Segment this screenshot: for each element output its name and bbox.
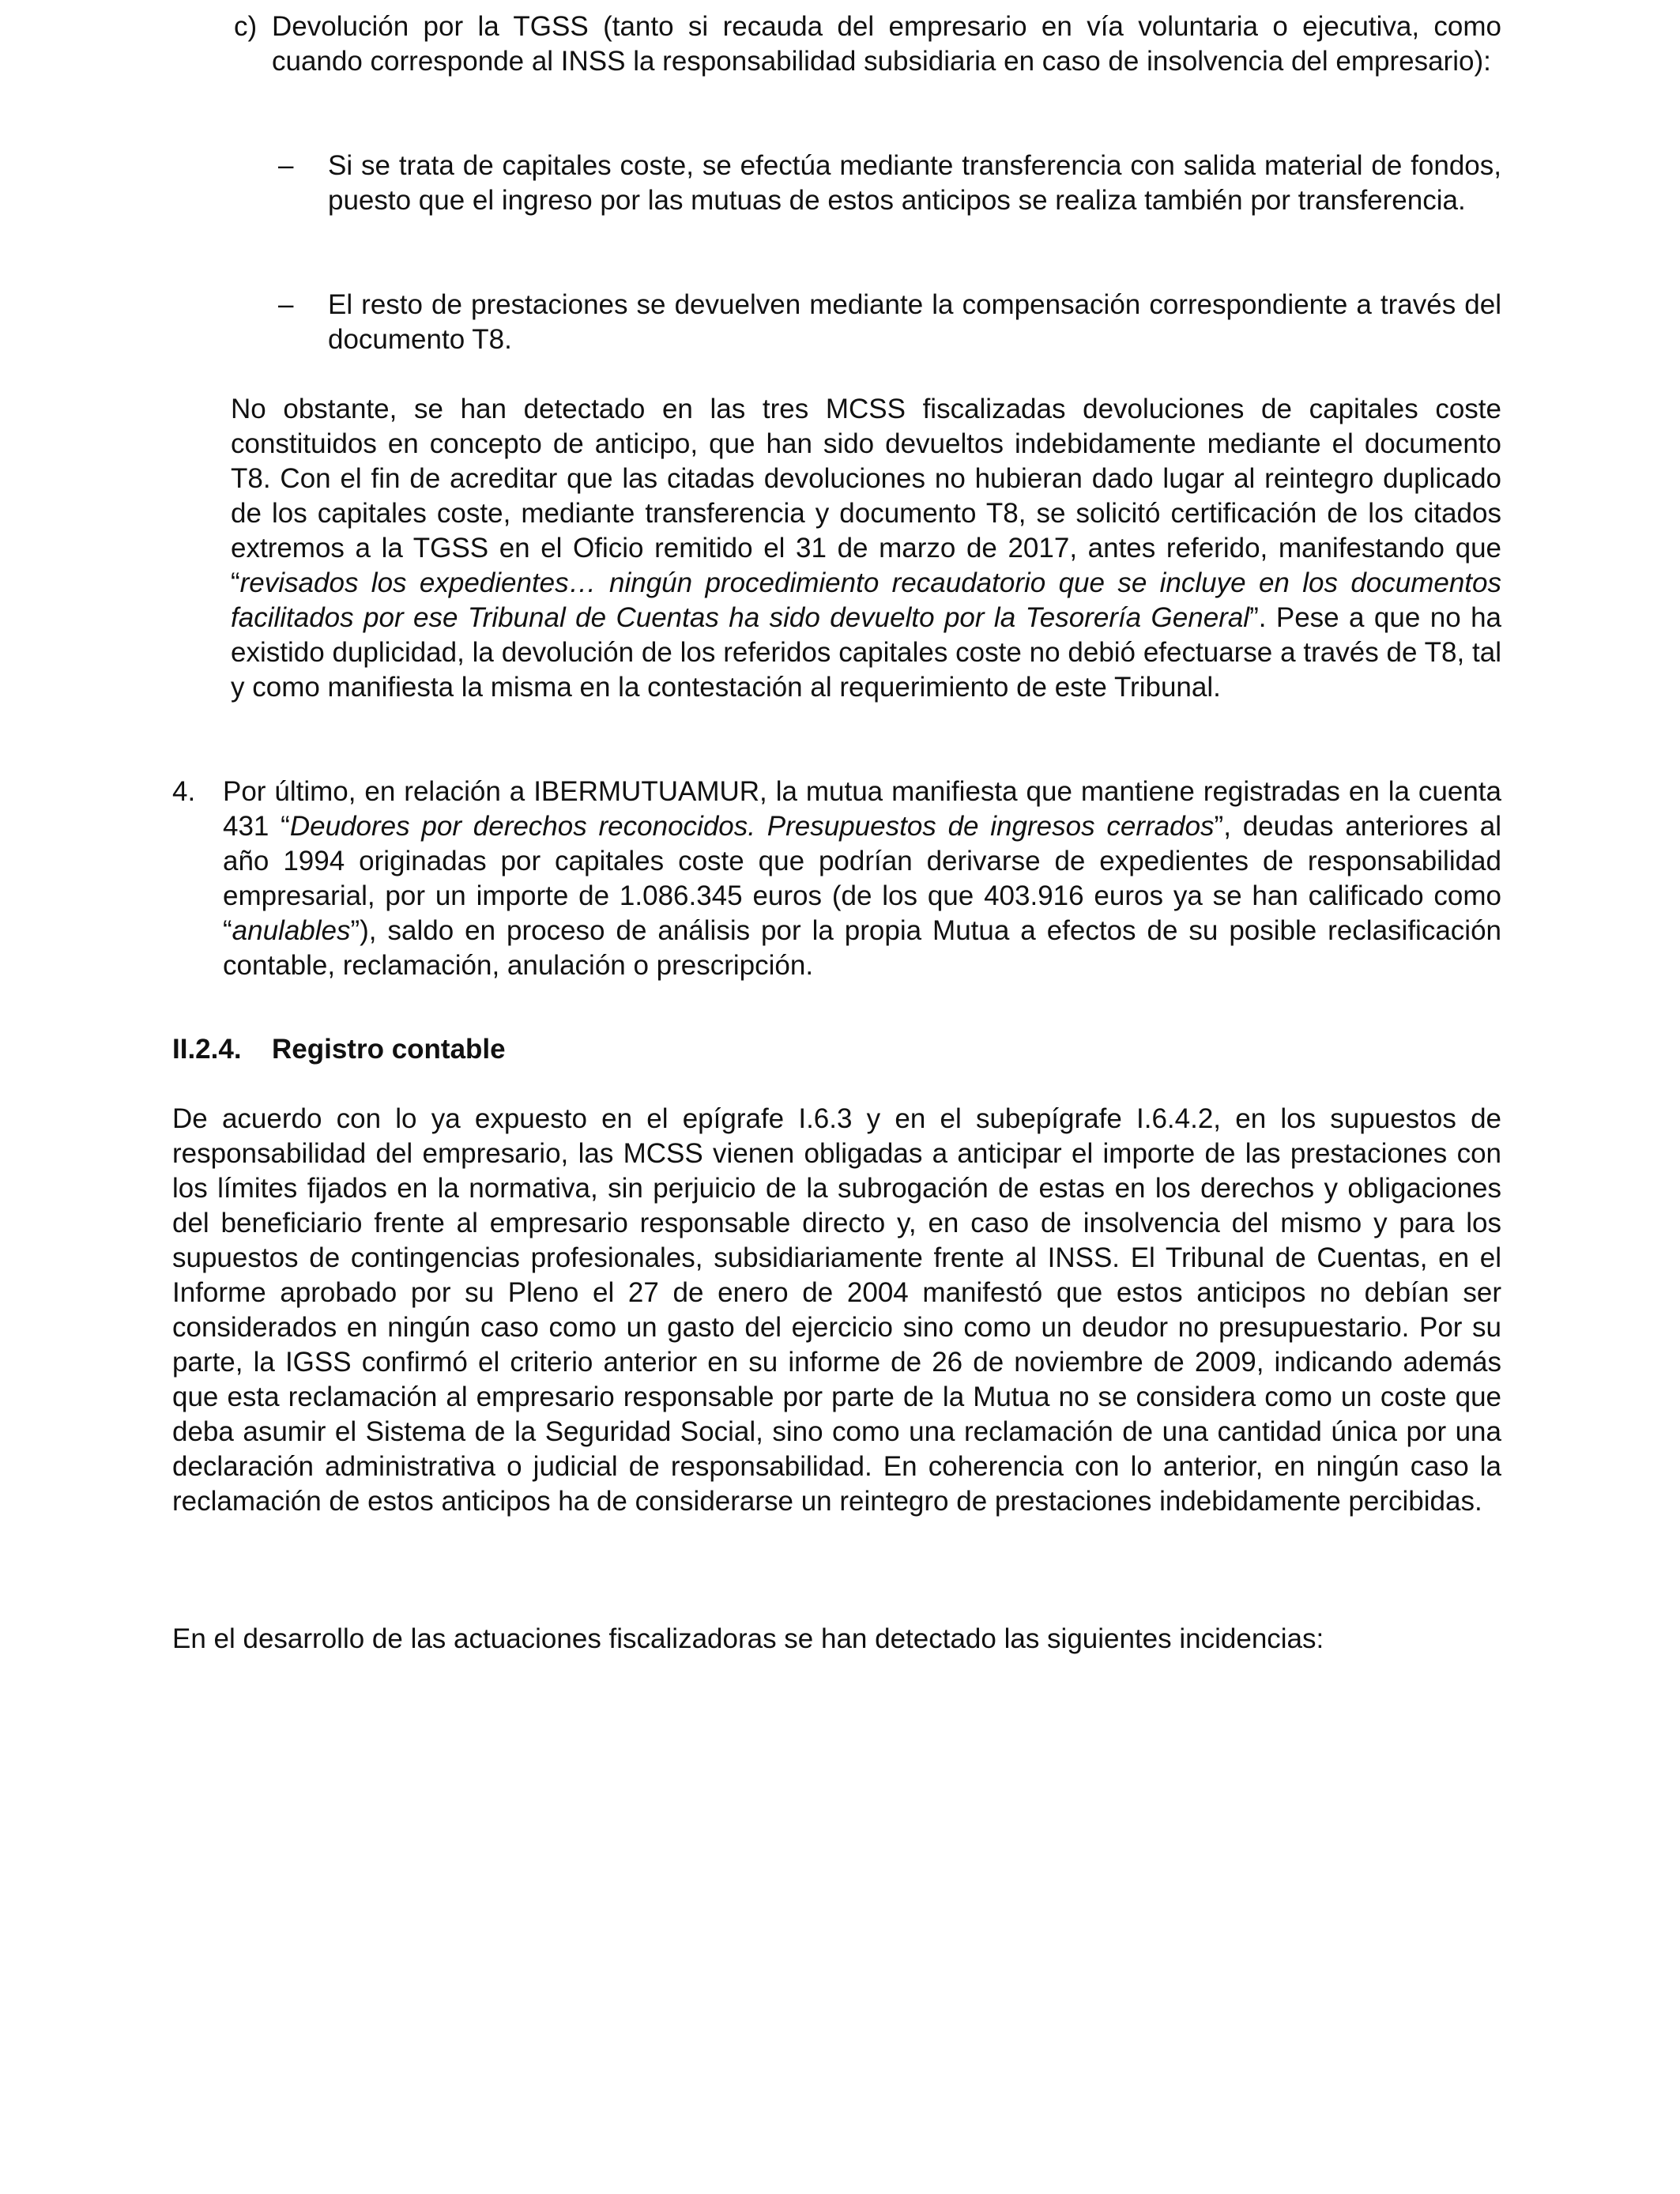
dash-marker: – [278, 150, 294, 181]
dash-marker: – [278, 289, 294, 320]
list-marker-4: 4. [172, 776, 196, 807]
section-number: II.2.4. [172, 1034, 242, 1065]
list-marker-c: c) [234, 11, 258, 42]
paragraph-de-acuerdo: De acuerdo con lo ya expuesto en el epígrafe I.6.3 y en el subepígrafe I.6.4.2, en los supuestos de responsabilidad del empresario, las MCSS vienen obligadas a anticipar el importe de las prestaciones con los límites fijados en la normativa, sin perjuicio de la subrogación de estas en los derechos y obligaciones del beneficiario frente al empresario responsable directo y, en caso de insolvencia del mismo y para los supuestos de contingencias profesionales, subsidiariamente frente al INSS. El Tribunal de Cuentas, en el Informe aprobado por su Pleno el 27 de enero de 2004 manifestó que estos anticipos no debían ser considerados en ningún caso como un gasto del ejercicio sino como un deudor no presupuestario. Por su parte, la IGSS confirmó el criterio anterior en su informe de 26 de noviembre de 2009, indicando además que esta reclamación al empresario responsable por parte de la Mutua no se considera como un coste que deba asumir el Sistema de la Seguridad Social, sino como una reclamación de una cantidad única por una declaración administrativa o judicial de responsabilidad. En coherencia con lo anterior, en ningún caso la reclamación de estos anticipos ha de considerarse un reintegro de prestaciones indebidamente percibidas. [172, 1103, 1501, 1517]
item-4-text [223, 775, 1501, 983]
dash-item-capitales: Si se trata de capitales coste, se efectúa mediante transferencia con salida material de fondos, puesto que el ingreso por las mutuas de estos anticipos se realiza también por transferencia. [328, 150, 1501, 216]
item-4-text-3: ”), saldo en proceso de análisis por la propia Mutua a efectos de su posible reclasificación contable, reclamación, anulación o prescripción. [223, 915, 1501, 981]
no-obstante-quote: revisados los expedientes… ningún procedimiento recaudatorio que se incluye en los documentos facilitados por ese Tribunal de Cuentas ha sido devuelto por la Tesorería General [231, 567, 1501, 633]
no-obstante-text-2: ”. Pese a que no ha existido duplicidad, la devolución de los referidos capitales coste no debió efectuarse a través de T8, tal y como manifiesta la misma en la contestación al requerimiento de este Tribunal. [231, 602, 1501, 703]
item-4-text-2: ”, deudas anteriores al año 1994 originadas por capitales coste que podrían derivarse de expedientes de responsabilidad empresarial, por un importe de 1.086.345 euros (de los que 403.916 euros ya se han calificado como “ [223, 811, 1501, 946]
paragraph-desarrollo: En el desarrollo de las actuaciones fiscalizadoras se han detectado las siguientes incidencias: [172, 1623, 1324, 1654]
item-4-account-name: Deudores por derechos reconocidos. Presupuestos de ingresos cerrados [289, 811, 1215, 842]
paragraph-no-obstante [231, 392, 1501, 705]
dash-item-resto: El resto de prestaciones se devuelven mediante la compensación correspondiente a través del documento T8. [328, 289, 1501, 355]
item-4-anulables: anulables [232, 915, 351, 946]
section-title: Registro contable [272, 1034, 506, 1065]
item-4-text-1: Por último, en relación a IBERMUTUAMUR, la mutua manifiesta que mantiene registradas en la cuenta 431 “ [223, 776, 1501, 842]
no-obstante-text-1: No obstante, se han detectado en las tres MCSS fiscalizadas devoluciones de capitales coste constituidos en concepto de anticipo, que han sido devueltos indebidamente mediante el documento T8. Con el fin de acreditar que las citadas devoluciones no hubieran dado lugar al reintegro duplicado de los capitales coste, mediante transferencia y documento T8, se solicitó certificación de los citados extremos a la TGSS en el Oficio remitido el 31 de marzo de 2017, antes referido, manifestando que “ [231, 394, 1501, 598]
item-c-text: Devolución por la TGSS (tanto si recauda del empresario en vía voluntaria o ejecutiva, como cuando corresponde al INSS la responsabilidad subsidiaria en caso de insolvencia del empresario): [272, 11, 1501, 77]
